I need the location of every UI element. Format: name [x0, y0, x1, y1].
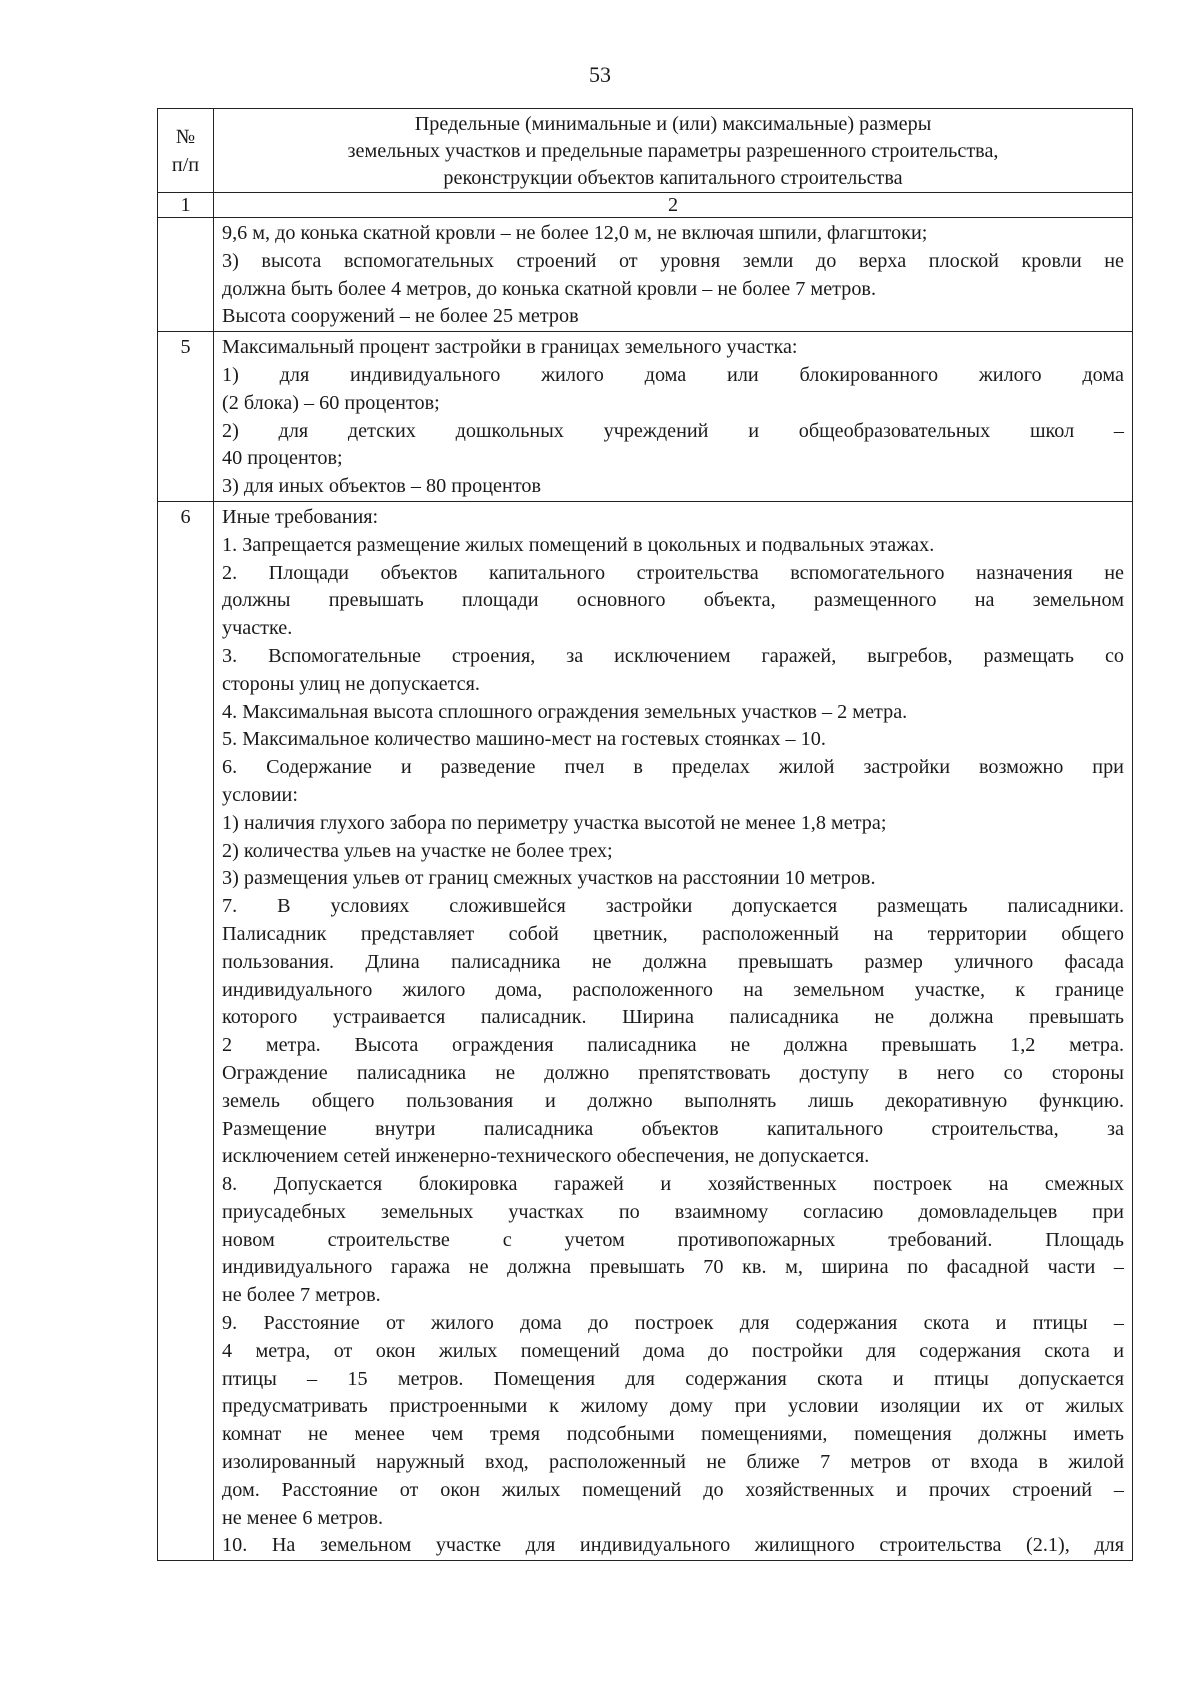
text-line: новом строительстве с учетом противопожарных требований. Площадь: [222, 1228, 1124, 1251]
table-index-row: [158, 193, 1133, 218]
table-row: [158, 501, 1133, 1560]
text-line: 8. Допускается блокировка гаражей и хозяйственных построек на смежных: [222, 1173, 1124, 1196]
text-line: не более 7 метров.: [222, 1284, 381, 1307]
index-cell-1: 1: [158, 193, 214, 218]
header-number-cell: [158, 109, 214, 193]
table-row: [158, 332, 1133, 502]
text-line: должна быть более 4 метров, до конька скатной кровли – не более 7 метров.: [222, 277, 877, 300]
text-line: 7. В условиях сложившейся застройки допускается размещать палисадники.: [222, 895, 1124, 918]
text-line: 1. Запрещается размещение жилых помещений в цокольных и подвальных этажах.: [222, 533, 935, 556]
text-line: индивидуального жилого дома, расположенного на земельном участке, к границе: [222, 978, 1124, 1001]
header-title-line: реконструкции объектов капитального строительства: [443, 167, 903, 189]
text-line: Иные требования:: [222, 505, 379, 528]
text-line: изолированный наружный вход, расположенный не ближе 7 метров от входа в жилой: [222, 1451, 1124, 1474]
text-line: предусматривать пристроенными к жилому дому при условии изоляции их от жилых: [222, 1395, 1124, 1418]
header-number-line: п/п: [171, 153, 200, 176]
header-title-line: Предельные (минимальные и (или) максимальные) размеры: [414, 113, 932, 135]
text-line: 2) количества ульев на участке не более трех;: [222, 839, 613, 862]
text-line: птицы – 15 метров. Помещения для содержания скота и птицы допускается: [222, 1367, 1124, 1390]
text-line: Ограждение палисадника не должно препятствовать доступу в него со стороны: [222, 1061, 1124, 1084]
text-line: 3) высота вспомогательных строений от уровня земли до верха плоской кровли не: [222, 249, 1124, 272]
text-line: 10. На земельном участке для индивидуального жилищного строительства (2.1), для: [222, 1534, 1124, 1557]
text-line: 3) для иных объектов – 80 процентов: [222, 475, 541, 498]
text-line: условии:: [222, 783, 298, 806]
text-line: индивидуального гаража не должна превышать 70 кв. м, ширина по фасадной части –: [222, 1256, 1124, 1279]
text-line: комнат не менее чем тремя подсобными помещениями, помещения должны иметь: [222, 1423, 1124, 1446]
text-line: (2 блока) – 60 процентов;: [222, 391, 440, 414]
text-line: 5. Максимальное количество машино-мест на гостевых стоянках – 10.: [222, 728, 826, 751]
table-row: [158, 218, 1133, 332]
row-number: 6: [158, 501, 214, 1560]
text-line: стороны улиц не допускается.: [222, 672, 480, 695]
text-line: 1) для индивидуального жилого дома или блокированного жилого дома: [222, 363, 1124, 386]
text-line: исключением сетей инженерно-технического обеспечения, не допускается.: [222, 1145, 870, 1168]
page-number: 53: [589, 62, 611, 87]
text-line: не менее 6 метров.: [222, 1506, 384, 1529]
text-line: 9,6 м, до конька скатной кровли – не более 12,0 м, не включая шпили, флагштоки;: [222, 222, 928, 244]
text-line: 40 процентов;: [222, 447, 343, 470]
text-line: которого устраивается палисадник. Ширина палисадника не должна превышать: [222, 1006, 1124, 1029]
text-line: 4 метра, от окон жилых помещений дома до постройки для содержания скота и: [222, 1339, 1124, 1362]
index-cell-2: 2: [214, 193, 1133, 218]
text-line: 3) размещения ульев от границ смежных участков на расстоянии 10 метров.: [222, 867, 876, 890]
text-line: 3. Вспомогательные строения, за исключением гаражей, выгребов, размещать со: [222, 644, 1124, 667]
text-line: 2 метра. Высота ограждения палисадника не должна превышать 1,2 метра.: [222, 1034, 1124, 1057]
header-number-line: №: [175, 125, 196, 148]
row-content: [214, 332, 1133, 502]
text-line: Высота сооружений – не более 25 метров: [222, 305, 579, 328]
text-line: Максимальный процент застройки в границах земельного участка:: [222, 336, 798, 359]
text-line: должны превышать площади основного объекта, размещенного на земельном: [222, 589, 1124, 612]
row-content: [214, 218, 1133, 332]
text-line: 6. Содержание и разведение пчел в пределах жилой застройки возможно при: [222, 756, 1124, 779]
text-line: приусадебных земельных участках по взаимному согласию домовладельцев при: [222, 1200, 1124, 1223]
header-title-cell: [214, 109, 1133, 193]
text-line: 1) наличия глухого забора по периметру участка высотой не менее 1,8 метра;: [222, 811, 887, 834]
text-line: дом. Расстояние от окон жилых помещений до хозяйственных и прочих строений –: [222, 1478, 1124, 1501]
text-line: Палисадник представляет собой цветник, расположенный на территории общего: [222, 922, 1124, 945]
text-line: Размещение внутри палисадника объектов капитального строительства, за: [222, 1117, 1124, 1140]
text-line: земель общего пользования и должно выполнять лишь декоративную функцию.: [222, 1089, 1124, 1112]
row-number: 5: [158, 332, 214, 502]
text-line: 2) для детских дошкольных учреждений и общеобразовательных школ –: [222, 419, 1124, 442]
header-title-line: земельных участков и предельные параметры разрешенного строительства,: [347, 140, 999, 162]
row-content: [214, 501, 1133, 1560]
text-line: 9. Расстояние от жилого дома до построек для содержания скота и птицы –: [222, 1312, 1124, 1335]
regulations-table: [157, 108, 1133, 1561]
text-line: 4. Максимальная высота сплошного ограждения земельных участков – 2 метра.: [222, 700, 908, 723]
text-line: участке.: [222, 617, 293, 640]
row-number: [158, 218, 214, 332]
text-line: пользования. Длина палисадника не должна превышать размер уличного фасада: [222, 950, 1124, 973]
table-header-row: [158, 109, 1133, 193]
text-line: 2. Площади объектов капитального строительства вспомогательного назначения не: [222, 561, 1124, 584]
